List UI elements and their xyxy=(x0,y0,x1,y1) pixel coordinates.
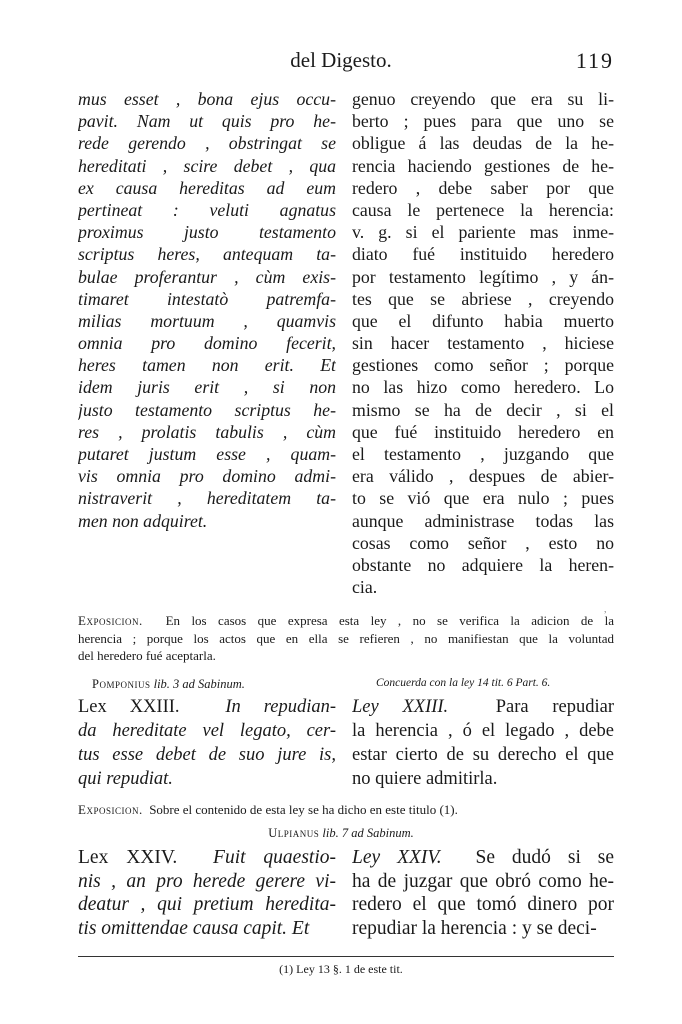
lex23-latin-line xyxy=(78,719,336,743)
latin-line: idem juris erit , si non xyxy=(78,377,336,398)
exposicion-1-line: herencia ; porque los actos que en ella se refieren , no manifiestan que la voluntad xyxy=(78,630,614,646)
lex24-spanish-line-text: repudiar la herencia : y se deci- xyxy=(352,917,597,939)
latin-line: timaret intestatò patremfa- xyxy=(78,288,336,309)
latin-line: milias mortuum , quamvis xyxy=(78,310,336,331)
spanish-line: que fué instituido heredero en xyxy=(352,421,614,442)
spanish-line: rencia haciendo gestiones de he- xyxy=(352,155,614,176)
lex24-latin-line xyxy=(78,870,336,894)
lex23-spanish-line-text: no quiere admitirla. xyxy=(352,769,498,789)
spanish-line: tes que se abriese , creyendo xyxy=(352,288,614,309)
lex23-latin-line-heading: Lex XXIII. xyxy=(78,697,180,717)
page-mark: , xyxy=(604,604,607,615)
exposicion-1 xyxy=(78,612,614,665)
spanish-column xyxy=(352,88,614,598)
lex23-latin-line xyxy=(78,767,336,791)
lex24-source-work: lib. 7 ad Sabinum. xyxy=(322,826,414,840)
latin-line: rede gerendo , obstringat se xyxy=(78,133,336,154)
running-head xyxy=(0,48,682,78)
lex24-spanish xyxy=(352,846,614,940)
lex24-latin-line xyxy=(78,846,336,870)
lex23-spanish-line-text: Para repudiar xyxy=(495,697,614,717)
page-number: 119 xyxy=(575,48,614,73)
latin-line: omnia pro domino fecerit, xyxy=(78,333,336,354)
spanish-line: el testamento , juzgando que xyxy=(352,444,614,464)
latin-line: putaret justum esse , quam- xyxy=(78,444,336,464)
spanish-line: v. g. si el pariente mas inme- xyxy=(352,222,614,243)
lex23-spanish-line-text: estar cierto de su derecho el que xyxy=(352,745,614,765)
latin-line: justo testamento scriptus he- xyxy=(78,399,336,420)
spanish-line: por testamento legítimo , y án- xyxy=(352,266,614,287)
lex23-spanish-line xyxy=(352,695,614,719)
lex23-spanish xyxy=(352,695,614,791)
spanish-line: cia. xyxy=(352,577,378,598)
latin-line: scriptus heres, antequam ta- xyxy=(78,244,336,265)
spanish-line: diato fué instituido heredero xyxy=(352,244,614,265)
spanish-line: no las hizo como heredero. Lo xyxy=(352,377,614,398)
lex23-concord: Concuerda con la ley 14 tit. 6 Part. 6. xyxy=(376,677,551,689)
exposicion-2-text: Sobre el contenido de esta ley se ha dicho en este titulo (1). xyxy=(149,802,458,817)
lex24-latin xyxy=(78,846,336,940)
lex24-spanish-line-text: ha de juzgar que obró como he- xyxy=(352,870,614,892)
running-title: del Digesto. xyxy=(290,48,392,72)
lex23-latin-line xyxy=(78,743,336,767)
lex24-spanish-line xyxy=(352,846,614,870)
spanish-line: causa le pertenece la herencia: xyxy=(352,199,614,220)
latin-line: ex causa hereditas ad eum xyxy=(78,177,336,198)
lex23-source xyxy=(92,677,245,692)
lex24-latin-line-text: tis omittendae causa capit. Et xyxy=(78,917,310,939)
exposicion-1-label: Exposicion. xyxy=(78,613,143,628)
lex24-spanish-line-heading: Ley XXIV. xyxy=(352,847,442,868)
lex24-latin-line-text: deatur , qui pretium heredita- xyxy=(78,894,336,915)
lex24-spanish-line-text: redero el que tomó dinero por xyxy=(352,894,614,915)
footnote-rule xyxy=(78,956,614,957)
latin-line: hereditati , scire debet , qua xyxy=(78,155,336,176)
latin-line: nistraverit , hereditatem ta- xyxy=(78,488,336,509)
latin-line: men non adquiret. xyxy=(78,510,208,531)
lex24-latin-line-text: Fuit quaestio- xyxy=(213,847,336,868)
lex24-spanish-line-text: Se dudó si se xyxy=(475,847,614,868)
lex24-latin-line-heading: Lex XXIV. xyxy=(78,847,178,868)
lex24-spanish-line xyxy=(352,893,614,917)
spanish-line: era válido , despues de abier- xyxy=(352,466,614,487)
lex23-spanish-line xyxy=(352,743,614,767)
footnote: (1) Ley 13 §. 1 de este tit. xyxy=(279,962,403,976)
spanish-line: gestiones como señor ; porque xyxy=(352,355,614,376)
lex24-spanish-line xyxy=(352,917,614,941)
lex24-source-author: Ulpianus xyxy=(268,826,320,840)
lex23-latin xyxy=(78,695,336,791)
latin-line: proximus justo testamento xyxy=(78,222,336,243)
latin-line: res , prolatis tabulis , cùm xyxy=(78,421,336,442)
exposicion-1-line xyxy=(78,612,614,630)
spanish-line: aunque administrase todas las xyxy=(352,510,614,531)
latin-column xyxy=(78,88,336,532)
latin-line: pavit. Nam ut quis pro he- xyxy=(78,111,336,132)
exposicion-1-line: del heredero fué aceptarla. xyxy=(78,648,216,663)
spanish-line: berto ; pues para que uno se xyxy=(352,111,614,132)
lex24-latin-line xyxy=(78,893,336,917)
spanish-line: que el difunto habia muerto xyxy=(352,310,614,331)
lex23-spanish-line-text: la herencia , ó el legado , debe xyxy=(352,721,614,741)
spanish-line: mismo se ha de decir , si el xyxy=(352,399,614,420)
latin-line: vis omnia pro domino admi- xyxy=(78,466,336,487)
lex23-latin-line-text: In repudian- xyxy=(225,697,336,717)
lex23-latin-line-text: qui repudiat. xyxy=(78,769,173,789)
exposicion-2 xyxy=(78,801,614,819)
latin-line: bulae proferantur , cùm exis- xyxy=(78,266,336,287)
exposicion-2-line xyxy=(78,801,614,819)
exposicion-1-text: En los casos que expresa esta ley , no se verifica la adicion de la xyxy=(165,613,614,628)
lex23-spanish-line xyxy=(352,719,614,743)
spanish-line: to se vió que era nulo ; pues xyxy=(352,488,614,509)
latin-line: mus esset , bona ejus occu- xyxy=(78,89,336,109)
spanish-line: redero , debe saber por que xyxy=(352,177,614,198)
lex23-latin-line-text: da hereditate vel legato, cer- xyxy=(78,721,336,741)
lex23-spanish-line xyxy=(352,767,614,791)
spanish-line: obstante no adquiere la heren- xyxy=(352,554,614,575)
spanish-line: genuo creyendo que era su li- xyxy=(352,89,614,109)
lex24-source xyxy=(0,826,682,841)
spanish-line: obligue á las deudas de la he- xyxy=(352,133,614,154)
lex24-spanish-line xyxy=(352,870,614,894)
lex23-source-author: Pomponius xyxy=(92,677,151,691)
latin-line: pertineat : veluti agnatus xyxy=(78,199,336,220)
lex23-spanish-line-heading: Ley XXIII. xyxy=(352,697,449,717)
latin-line: heres tamen non erit. Et xyxy=(78,355,336,376)
lex23-latin-line xyxy=(78,695,336,719)
spanish-line: cosas como señor , esto no xyxy=(352,532,614,553)
lex23-source-work: lib. 3 ad Sabinum. xyxy=(153,677,245,691)
spanish-line: sin hacer testamento , hiciese xyxy=(352,333,614,354)
lex24-latin-line xyxy=(78,917,336,941)
lex23-latin-line-text: tus esse debet de suo jure is, xyxy=(78,745,336,765)
exposicion-2-label: Exposicion. xyxy=(78,802,143,817)
lex24-latin-line-text: nis , an pro herede gerere vi- xyxy=(78,870,336,892)
